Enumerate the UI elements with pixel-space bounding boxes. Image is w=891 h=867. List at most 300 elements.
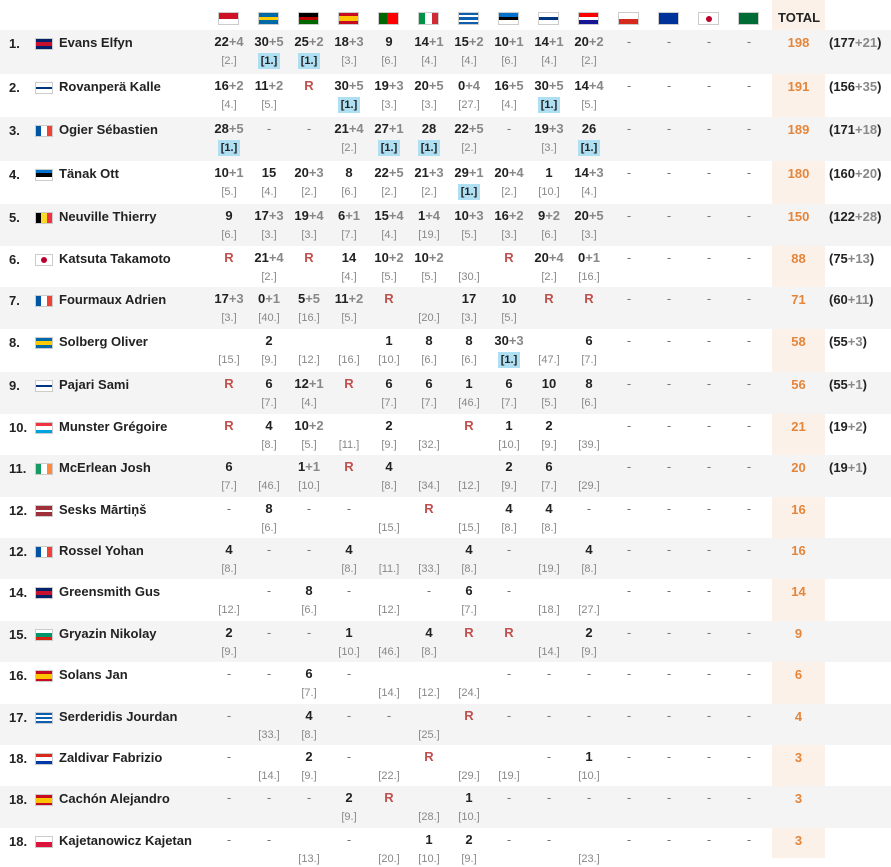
total-header: TOTAL — [778, 10, 821, 25]
points: 8 — [425, 333, 433, 348]
result-cell — [209, 161, 249, 200]
finish-position: [4.] — [261, 186, 277, 198]
result-cell — [609, 74, 649, 95]
result-cell — [449, 329, 489, 368]
result-cell — [649, 497, 689, 518]
rank: 11. — [9, 461, 27, 476]
result-cell — [649, 538, 689, 559]
result-cell — [369, 30, 409, 69]
result-cell — [529, 372, 569, 411]
bonus-points: +5 — [468, 121, 484, 136]
points — [409, 541, 449, 559]
finish-position: [5.] — [261, 99, 277, 111]
result-cell — [489, 246, 529, 267]
table-row[interactable] — [0, 786, 891, 828]
result-cell — [209, 621, 249, 660]
result-cell — [449, 74, 489, 113]
points — [449, 458, 489, 476]
points: - — [506, 790, 512, 805]
bonus-points: +2 — [508, 208, 524, 223]
result-cell — [209, 30, 249, 69]
breakdown-bonus: +1 — [847, 377, 863, 392]
points — [369, 831, 409, 849]
points: - — [506, 583, 512, 598]
points: 4 — [505, 501, 513, 516]
table-row[interactable] — [0, 246, 891, 287]
result-cell — [529, 745, 569, 766]
bonus-points: +5 — [548, 78, 564, 93]
points — [369, 748, 409, 766]
points: - — [706, 250, 712, 265]
result-cell — [609, 745, 649, 766]
driver-name[interactable]: Neuville Thierry — [59, 209, 157, 224]
result-cell — [409, 329, 449, 368]
finish-position: [10.] — [538, 186, 560, 198]
rank: 2. — [9, 80, 20, 95]
result-cell — [529, 455, 569, 494]
points: - — [666, 542, 672, 557]
result-cell — [489, 30, 529, 69]
result-cell — [329, 329, 369, 368]
points: 21+4 — [254, 250, 284, 265]
driver-name[interactable]: Solans Jan — [59, 667, 128, 682]
points: 20+4 — [494, 165, 524, 180]
table-row[interactable] — [0, 30, 891, 74]
finish-position: [9.] — [501, 480, 517, 492]
result-cell — [609, 579, 649, 600]
result-cell — [209, 246, 249, 267]
driver-name[interactable]: Rovanperä Kalle — [59, 79, 161, 94]
points: - — [746, 250, 752, 265]
points: 2 — [305, 749, 313, 764]
driver-name[interactable]: Munster Grégoire — [59, 419, 168, 434]
finish-position: [2.] — [461, 142, 477, 154]
finish-position: [4.] — [381, 229, 397, 241]
points: - — [706, 165, 712, 180]
result-cell — [729, 204, 769, 225]
bonus-points: +5 — [348, 78, 364, 93]
points: - — [706, 749, 712, 764]
result-cell — [449, 30, 489, 69]
points: - — [506, 542, 512, 557]
bonus-points: +4 — [388, 208, 404, 223]
finish-position: [16.] — [578, 271, 600, 283]
points: 10+2 — [294, 418, 324, 433]
result-cell — [289, 117, 329, 138]
result-cell — [209, 204, 249, 243]
total-points: 3 — [794, 833, 803, 848]
points: 8 — [265, 501, 273, 516]
bonus-points: +5 — [508, 78, 524, 93]
result-cell — [609, 621, 649, 642]
points-breakdown: (55+3) — [829, 334, 867, 349]
bonus-points: +3 — [308, 165, 324, 180]
driver-name[interactable]: Greensmith Gus — [59, 584, 161, 599]
finish-position: [30.] — [458, 271, 480, 283]
finish-position: [46.] — [258, 480, 280, 492]
portugal-flag — [378, 12, 399, 25]
rank: 9. — [9, 378, 20, 393]
result-cell — [529, 497, 569, 536]
points: 1 — [545, 165, 553, 180]
result-cell — [409, 117, 449, 156]
rank: 17. — [9, 710, 28, 725]
result-cell — [249, 246, 289, 285]
table-row[interactable] — [0, 497, 891, 538]
finish-position: [7.] — [461, 604, 477, 616]
points: 11+2 — [334, 291, 364, 306]
result-cell — [649, 745, 689, 766]
points: - — [746, 790, 752, 805]
result-cell — [529, 74, 569, 113]
bonus-points: +4 — [425, 208, 441, 223]
finish-position: [12.] — [218, 604, 240, 616]
result-cell — [249, 786, 289, 807]
points: 20+3 — [294, 165, 324, 180]
finish-position: [3.] — [261, 229, 277, 241]
driver-name[interactable]: Kajetanowicz Kajetan — [59, 833, 192, 848]
bonus-points: +1 — [388, 121, 404, 136]
points: - — [626, 583, 632, 598]
finish-position: [5.] — [301, 439, 317, 451]
points: 17 — [461, 291, 477, 306]
japan-flag — [698, 12, 719, 25]
points: 4 — [305, 708, 313, 723]
points: - — [746, 832, 752, 847]
breakdown-bonus: +20 — [855, 166, 878, 181]
result-cell — [449, 704, 489, 725]
points — [449, 249, 489, 267]
points: - — [706, 459, 712, 474]
points: - — [266, 121, 272, 136]
points: 18+3 — [334, 34, 364, 49]
italy-flag — [418, 12, 439, 25]
finish-position: [10.] — [458, 811, 480, 823]
points — [569, 417, 609, 435]
result-cell — [289, 538, 329, 559]
driver-name[interactable]: Rossel Yohan — [59, 543, 144, 558]
rank: 18. — [9, 751, 28, 766]
bonus-points: +1 — [468, 165, 484, 180]
rank: 16. — [9, 668, 28, 683]
points: - — [746, 501, 752, 516]
table-row[interactable] — [0, 538, 891, 579]
points: 5+5 — [297, 291, 321, 306]
result-cell — [609, 786, 649, 807]
finish-position: [2.] — [221, 55, 237, 67]
driver-name[interactable]: Ogier Sébastien — [59, 122, 158, 137]
result-cell — [249, 117, 289, 138]
table-row[interactable] — [0, 287, 891, 329]
result-cell — [649, 579, 689, 600]
driver-name[interactable]: Serderidis Jourdan — [59, 709, 178, 724]
finish-position: [7.] — [421, 397, 437, 409]
finish-position: [12.] — [458, 480, 480, 492]
points: 21+3 — [414, 165, 444, 180]
rank: 12. — [9, 503, 28, 518]
result-cell — [409, 786, 449, 825]
result-cell — [529, 287, 569, 308]
result-cell — [369, 161, 409, 200]
finish-position: [14.] — [378, 687, 400, 699]
finish-position: [1.] — [298, 53, 321, 69]
table-row[interactable] — [0, 74, 891, 117]
result-cell — [489, 161, 529, 200]
result-cell — [249, 414, 289, 453]
points: - — [626, 708, 632, 723]
result-cell — [369, 704, 409, 725]
finish-position: [23.] — [578, 853, 600, 865]
result-cell — [569, 372, 609, 411]
bonus-points: +5 — [428, 78, 444, 93]
table-row[interactable] — [0, 329, 891, 372]
result-cell — [729, 287, 769, 308]
points-breakdown: (55+1) — [829, 377, 867, 392]
bonus-points: +5 — [388, 165, 404, 180]
points: 30+5 — [254, 34, 284, 49]
finish-position: [13.] — [298, 853, 320, 865]
finish-position: [7.] — [341, 229, 357, 241]
driver-name[interactable]: Sesks Mārtiņš — [59, 502, 147, 517]
breakdown-bonus: +18 — [855, 122, 878, 137]
points: 4 — [465, 542, 473, 557]
result-cell — [249, 538, 289, 559]
result-cell — [489, 704, 529, 725]
result-cell — [529, 414, 569, 453]
result-cell — [489, 74, 529, 113]
points: 11+2 — [254, 78, 284, 93]
driver-name[interactable]: Gryazin Nikolay — [59, 626, 157, 641]
driver-name[interactable]: Fourmaux Adrien — [59, 292, 167, 307]
points: - — [626, 376, 632, 391]
points: - — [266, 790, 272, 805]
table-row[interactable] — [0, 621, 891, 662]
result-cell — [449, 579, 489, 618]
table-row[interactable] — [0, 117, 891, 161]
points: 6 — [545, 459, 553, 474]
saudi-flag — [738, 12, 759, 25]
bonus-points: +1 — [548, 34, 564, 49]
points — [329, 332, 369, 350]
driver-name[interactable]: Solberg Oliver — [59, 334, 148, 349]
result-cell — [649, 786, 689, 807]
total-points: 58 — [791, 334, 806, 349]
result-cell — [649, 704, 689, 725]
points: - — [666, 625, 672, 640]
table-row[interactable] — [0, 745, 891, 786]
points: - — [706, 501, 712, 516]
result-cell — [569, 117, 609, 156]
bonus-points: +2 — [545, 208, 561, 223]
result-cell — [689, 704, 729, 725]
points: 16+2 — [494, 208, 524, 223]
result-cell — [689, 246, 729, 267]
result-cell — [569, 579, 609, 618]
result-cell — [649, 161, 689, 182]
bonus-points: +1 — [585, 250, 601, 265]
result-cell — [689, 579, 729, 600]
finish-position: [9.] — [541, 439, 557, 451]
bonus-points: +4 — [588, 78, 604, 93]
result-cell — [729, 497, 769, 518]
table-row[interactable] — [0, 579, 891, 621]
result-cell — [289, 30, 329, 69]
rank: 12. — [9, 544, 28, 559]
result-cell — [689, 329, 729, 350]
finish-position: [19.] — [538, 563, 560, 575]
driver-name[interactable]: Zaldivar Fabrizio — [59, 750, 163, 765]
finish-position: [7.] — [381, 397, 397, 409]
result-cell — [689, 30, 729, 51]
points: - — [626, 250, 632, 265]
points — [369, 500, 409, 518]
finish-position: [8.] — [221, 563, 237, 575]
result-cell — [649, 30, 689, 51]
result-cell — [289, 161, 329, 200]
driver-name[interactable]: Katsuta Takamoto — [59, 251, 171, 266]
points: - — [746, 459, 752, 474]
table-row[interactable] — [0, 414, 891, 455]
points: 2 — [585, 625, 593, 640]
finish-position: [19.] — [418, 229, 440, 241]
finish-position: [6.] — [501, 55, 517, 67]
finish-position: [9.] — [221, 646, 237, 658]
chile-flag — [618, 12, 639, 25]
result-cell — [649, 287, 689, 308]
breakdown-bonus: +13 — [847, 251, 870, 266]
points: - — [666, 165, 672, 180]
result-cell — [449, 414, 489, 435]
driver-name[interactable]: Cachón Alejandro — [59, 791, 170, 806]
result-cell — [609, 30, 649, 51]
total-points: 16 — [791, 502, 806, 517]
points: 2 — [225, 625, 233, 640]
table-row[interactable] — [0, 161, 891, 204]
points: 12+1 — [294, 376, 324, 391]
total-points: 189 — [787, 122, 810, 137]
result-cell — [329, 497, 369, 518]
table-row[interactable] — [0, 204, 891, 246]
result-cell — [729, 30, 769, 51]
finish-position: [16.] — [298, 312, 320, 324]
finish-position: [5.] — [221, 186, 237, 198]
finish-position: [10.] — [378, 354, 400, 366]
points — [369, 624, 409, 642]
result-cell — [609, 204, 649, 225]
total-points: 20 — [791, 460, 806, 475]
points: 0+1 — [257, 291, 281, 306]
bonus-points: +5 — [268, 34, 284, 49]
points: - — [626, 121, 632, 136]
points — [409, 707, 449, 725]
finish-position: [5.] — [541, 397, 557, 409]
result-cell — [449, 745, 489, 784]
result-cell — [369, 204, 409, 243]
table-row[interactable] — [0, 372, 891, 414]
finish-position: [2.] — [301, 186, 317, 198]
points: - — [626, 832, 632, 847]
finish-position: [6.] — [381, 55, 397, 67]
points: - — [666, 291, 672, 306]
finish-position: [7.] — [541, 480, 557, 492]
result-cell — [209, 704, 249, 725]
result-cell — [729, 828, 769, 849]
points: R — [584, 291, 594, 306]
points: - — [266, 666, 272, 681]
points: - — [666, 708, 672, 723]
points: - — [706, 78, 712, 93]
result-cell — [449, 497, 489, 536]
result-cell — [249, 579, 289, 600]
points: 10+3 — [454, 208, 484, 223]
points: - — [706, 208, 712, 223]
table-row[interactable] — [0, 455, 891, 497]
rank: 1. — [9, 36, 20, 51]
result-cell — [569, 704, 609, 725]
driver-name[interactable]: Evans Elfyn — [59, 35, 133, 50]
finish-position: [4.] — [221, 99, 237, 111]
result-cell — [209, 74, 249, 113]
points: - — [506, 666, 512, 681]
result-cell — [409, 30, 449, 69]
table-row[interactable] — [0, 704, 891, 745]
bonus-points: +2 — [308, 34, 324, 49]
result-cell — [329, 117, 369, 156]
result-cell — [329, 662, 369, 683]
result-cell — [329, 161, 369, 200]
points — [409, 789, 449, 807]
finish-position: [2.] — [541, 271, 557, 283]
result-cell — [649, 621, 689, 642]
points: R — [424, 501, 434, 516]
result-cell — [649, 329, 689, 350]
points: 28 — [421, 121, 437, 136]
driver-name[interactable]: Pajari Sami — [59, 377, 130, 392]
points — [529, 541, 569, 559]
points: 6+1 — [337, 208, 361, 223]
result-cell — [649, 414, 689, 435]
rank: 10. — [9, 420, 28, 435]
points: - — [586, 666, 592, 681]
nation-flag-icon — [35, 380, 53, 392]
driver-name[interactable]: Tänak Ott — [59, 166, 119, 181]
points: 30+5 — [334, 78, 364, 93]
result-cell — [489, 579, 529, 600]
points: 30+3 — [494, 333, 524, 348]
finish-position: [33.] — [418, 563, 440, 575]
result-cell — [729, 745, 769, 766]
points: 4 — [545, 501, 553, 516]
result-cell — [249, 329, 289, 368]
result-cell — [729, 161, 769, 182]
points: - — [746, 418, 752, 433]
total-points: 4 — [794, 709, 803, 724]
points: 1 — [465, 790, 473, 805]
table-row[interactable] — [0, 662, 891, 704]
table-row[interactable] — [0, 828, 891, 865]
driver-name[interactable]: McErlean Josh — [59, 460, 151, 475]
nation-flag-icon — [35, 295, 53, 307]
finish-position: [6.] — [341, 186, 357, 198]
result-cell — [409, 497, 449, 518]
finish-position: [27.] — [458, 99, 480, 111]
result-cell — [409, 414, 449, 453]
points-breakdown: (177+21) — [829, 35, 882, 50]
result-cell — [529, 538, 569, 577]
result-cell — [569, 497, 609, 518]
result-cell — [369, 117, 409, 156]
bonus-points: +1 — [428, 34, 444, 49]
